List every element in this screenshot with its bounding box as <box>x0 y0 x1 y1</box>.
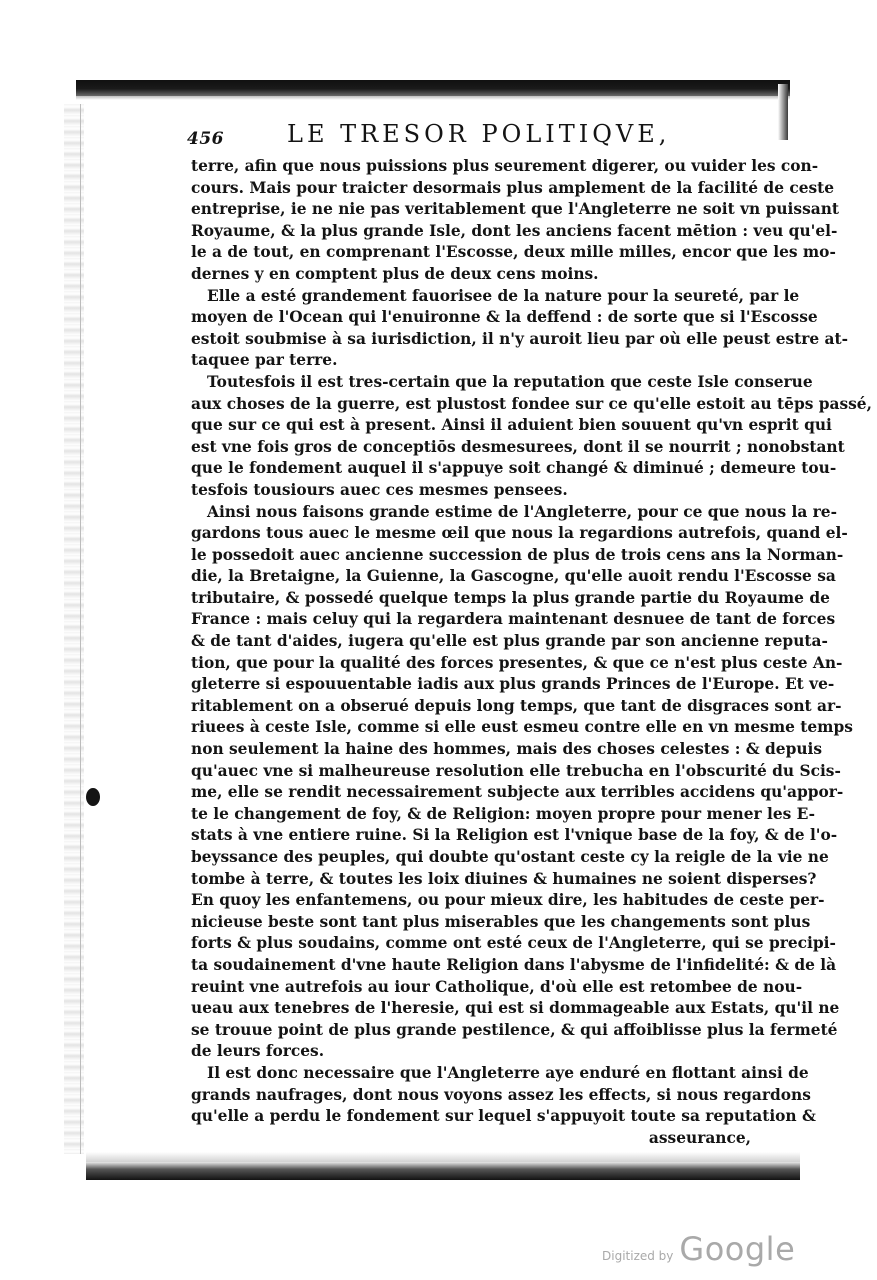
text-line: tesfois tousiours auec ces mesmes pensees. <box>191 480 568 499</box>
text-line: taquee par terre. <box>191 351 338 370</box>
text-line: tion, que pour la qualité des forces presentes, & que ce n'est plus ceste An- <box>191 653 843 672</box>
text-line: beyssance des peuples, qui doubte qu'ostant ceste cy la reigle de la vie ne <box>191 848 829 866</box>
text-line: ritablement on a obserué depuis long temps, que tant de disgraces sont ar- <box>191 696 842 715</box>
text-line: non seulement la haine des hommes, mais des choses celestes : & depuis <box>191 740 823 759</box>
text-line: tributaire, & possedé quelque temps la plus grande partie du Royaume de <box>191 588 830 607</box>
text-line: dernes y en comptent plus de deux cens moins. <box>191 264 599 283</box>
text-line: le possedoit auec ancienne succession de plus de trois cens ans la Norman- <box>191 545 844 564</box>
ink-blot <box>86 788 100 806</box>
text-line: entreprise, ie ne nie pas veritablement que l'Angleterre ne soit vn puissant <box>191 200 839 219</box>
text-line: & de tant d'aides, iugera qu'elle est plus grande par son ancienne reputa- <box>191 632 828 651</box>
text-line: ta soudainement d'vne haute Religion dans l'abysme de l'infidelité: & de là <box>191 955 837 974</box>
text-line: que le fondement auquel il s'appuye soit changé & diminué ; demeure tou- <box>191 459 837 478</box>
text-line: me, elle se rendit necessairement subjecte aux terribles accidens qu'appor- <box>191 783 844 802</box>
google-logo: Google <box>679 1230 796 1268</box>
text-line: reuint vne autrefois au iour Catholique, d'où elle est retombee de nou- <box>191 977 803 996</box>
right-scan-shadow <box>778 84 788 140</box>
text-line: Toutesfois il est tres-certain que la reputation que ceste Isle conserue <box>207 372 813 391</box>
body-text <box>191 156 872 1149</box>
text-line: se trouue point de plus grande pestilence, & qui affoiblisse plus la fermeté <box>191 1020 838 1039</box>
text-line: tombe à terre, & toutes les loix diuines & humaines ne soient disperses? <box>191 869 817 888</box>
text-line: te le changement de foy, & de Religion: moyen propre pour mener les E- <box>191 804 816 823</box>
top-scan-border-shadow <box>76 96 790 100</box>
bottom-scan-border <box>86 1162 800 1180</box>
text-line: qu'elle a perdu le fondement sur lequel s'appuyoit toute sa reputation & <box>191 1107 816 1126</box>
digitized-watermark <box>602 1230 795 1268</box>
text-line: estoit soubmise à sa iurisdiction, il n'y auroit lieu par où elle peust estre at- <box>191 329 849 348</box>
text-line: nicieuse beste sont tant plus miserables que les changements sont plus <box>191 912 811 931</box>
text-line: riuees à ceste Isle, comme si elle eust esmeu contre elle en vn mesme temps <box>191 718 853 737</box>
binding-edge-line <box>80 104 81 1154</box>
text-line: de leurs forces. <box>191 1042 325 1061</box>
text-line: En quoy les enfantemens, ou pour mieux dire, les habitudes de ceste per- <box>191 891 825 910</box>
text-line: grands naufrages, dont nous voyons assez les effects, si nous regardons <box>191 1085 811 1104</box>
text-line: Ainsi nous faisons grande estime de l'Angleterre, pour ce que nous la re- <box>207 502 837 521</box>
text-line: qu'auec vne si malheureuse resolution elle trebucha en l'obscurité du Scis- <box>191 761 841 780</box>
watermark-prefix: Digitized by <box>602 1249 674 1263</box>
text-line: ueau aux tenebres de l'heresie, qui est si dommageable aux Estats, qu'il ne <box>191 999 840 1018</box>
text-line: Elle a esté grandement fauorisee de la nature pour la seureté, par le <box>207 286 800 305</box>
text-line: aux choses de la guerre, est plustost fondee sur ce qu'elle estoit au tēps passé, <box>191 394 872 413</box>
text-line: gardons tous auec le mesme œil que nous la regardions autrefois, quand el- <box>191 524 848 543</box>
text-line: forts & plus soudains, comme ont esté ceux de l'Angleterre, qui se precipi- <box>191 934 836 953</box>
text-line: est vne fois gros de conceptiōs desmesurees, dont il se nourrit ; nonobstant <box>191 437 845 456</box>
text-line: le a de tout, en comprenant l'Escosse, deux mille milles, encor que les mo- <box>191 243 836 262</box>
bottom-scan-border-shadow <box>86 1152 800 1162</box>
text-line: moyen de l'Ocean qui l'enuironne & la deffend : de sorte que si l'Escosse <box>191 308 818 327</box>
text-line: France : mais celuy qui la regardera maintenant desnuee de tant de forces <box>191 610 836 629</box>
top-scan-border <box>76 80 790 96</box>
text-line: Il est donc necessaire que l'Angleterre aye enduré en flottant ainsi de <box>207 1063 809 1082</box>
text-line: Royaume, & la plus grande Isle, dont les anciens facent mētion : veu qu'el- <box>191 221 838 240</box>
text-line: stats à vne entiere ruine. Si la Religion est l'vnique base de la foy, & de l'o- <box>191 826 838 845</box>
text-line: gleterre si espouuentable iadis aux plus grands Princes de l'Europe. Et ve- <box>191 675 835 694</box>
running-head: LE TRESOR POLITIQVE, <box>287 120 671 148</box>
text-line: que sur ce qui est à present. Ainsi il aduient bien souuent qu'vn esprit qui <box>191 416 832 435</box>
binding-edge <box>64 104 84 1154</box>
text-line: terre, afin que nous puissions plus seurement digerer, ou vuider les con- <box>191 157 819 175</box>
page-number: 456 <box>187 129 224 149</box>
catchword: asseurance, <box>648 1128 751 1147</box>
text-line: cours. Mais pour traicter desormais plus amplement de la facilité de ceste <box>191 178 835 197</box>
text-line: die, la Bretaigne, la Guienne, la Gascogne, qu'elle auoit rendu l'Escosse sa <box>191 567 836 586</box>
